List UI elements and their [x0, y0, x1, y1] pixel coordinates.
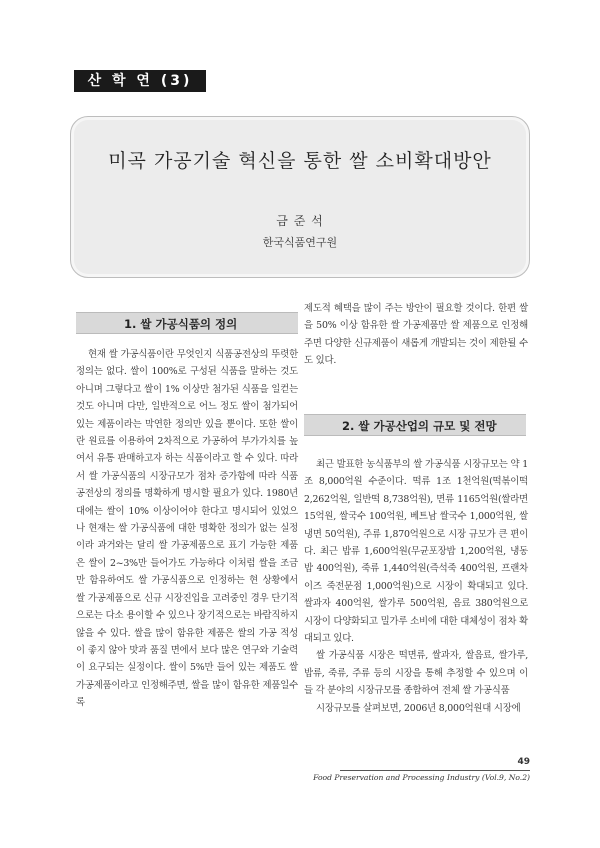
page-number: 49: [517, 757, 530, 767]
section-2-paragraph: 쌀 가공식품 시장은 떡면류, 쌀과자, 쌀음료, 쌀가루, 밥류, 죽류, 주류 등의 시장을 통해 추정할 수 있으며 이들 각 분야의 시장규모를 종합하여 전체 쌀 가공식품: [304, 650, 528, 697]
section-1-continuation-paragraph: 제도적 혜택을 많이 주는 방안이 필요할 것이다. 한편 쌀을 50% 이상 함유한 쌀 가공제품만 쌀 제품으로 인정해주면 다양한 신규제품이 새롭게 개발되는 것이 제한될 수도 있다.: [304, 303, 528, 367]
section-2-paragraph: 최근 발표한 농식품부의 쌀 가공식품 시장규모는 약 1조 8,000억원 수준이다. 떡류 1조 1천억원(떡볶이떡 2,262억원, 일반떡 8,738억원), 면류 1165억원(쌀라면 15억원, 쌀국수 100억원, 베트남 쌀국수 1,000억원, 쌀냉면 50억원), 주류 1,870억원으로 시장 규모가 큰 편이다. 최근 밥류 1,600억원(무균포장밥 1,200억원, 냉동밥 400억원), 죽류 1,440억원(즉석죽 400억원, 프랜차이즈 죽전문점 1,000억원)으로 시장이 확대되고 있다. 쌀과자 400억원, 쌀가루 500억원, 음료 380억원으로 시장이 다양화되고 밀가루 소비에 대한 대체성이 점차 확대되고 있다.: [304, 459, 528, 645]
section-2-body: [304, 456, 528, 717]
footer-rule: [340, 770, 530, 771]
series-tag: 산 학 연 (3): [74, 70, 206, 92]
author-affiliation: 한국식품연구원: [262, 236, 338, 249]
section-1-continuation: [304, 300, 528, 370]
page-title: 미곡 가공기술 혁신을 통한 쌀 소비확대방안: [108, 150, 492, 172]
author-name: 금 준 석: [276, 214, 324, 228]
section-1-paragraph: 현재 쌀 가공식품이란 무엇인지 식품공전상의 뚜렷한 정의는 없다. 쌀이 100%로 구성된 식품을 말하는 것도 아니며 그렇다고 쌀이 1% 이상만 첨가된 식품을 일컫는 것도 아니며 다만, 일반적으로 어느 정도 쌀이 첨가되어 있는 제품이라는 막연한 정의만 있을 뿐이다. 또한 쌀이란 원료를 이용하여 2차적으로 가공하여 부가가치를 높여서 유통 판매하고자 하는 식품이라고 할 수 있다. 따라서 쌀 가공식품의 시장규모가 점차 증가함에 따라 식품공전상의 정의를 명확하게 명시할 필요가 있다. 1980년대에는 쌀이 10% 이상이어야 한다고 명시되어 있었으나 현재는 쌀 가공식품에 대한 명확한 정의가 없는 실정이라 과거와는 달리 쌀 가공제품으로 표기 가능한 제품은 쌀이 2~3%만 들어가도 가능하다 이처럼 쌀을 조금만 함유하여도 쌀 가공식품으로 인정하는 현 상황에서 쌀 가공제품으로 신규 시장진입을 고려중인 경우 단기적으로는 다소 용이할 수 있으나 장기적으로는 바람직하지 않을 수 있다. 쌀을 많이 함유한 제품은 쌀의 가공 적성이 좋지 않아 맛과 품질 면에서 보다 많은 연구와 기술력이 요구되는 실정이다. 쌀이 5%만 들어 있는 제품도 쌀 가공제품이라고 인정해주면, 쌀을 많이 함유한 제품일수록: [76, 349, 298, 709]
section-2-heading: 2. 쌀 가공산업의 규모 및 전망: [304, 414, 526, 436]
title-box: [70, 116, 530, 278]
section-1-heading: 1. 쌀 가공식품의 정의: [76, 312, 298, 334]
section-2-paragraph: 시장규모를 살펴보면, 2006년 8,000억원대 시장에: [316, 702, 521, 714]
section-1-body: [76, 346, 298, 712]
journal-citation: Food Preservation and Processing Industry (Vol.9, No.2): [313, 773, 530, 782]
